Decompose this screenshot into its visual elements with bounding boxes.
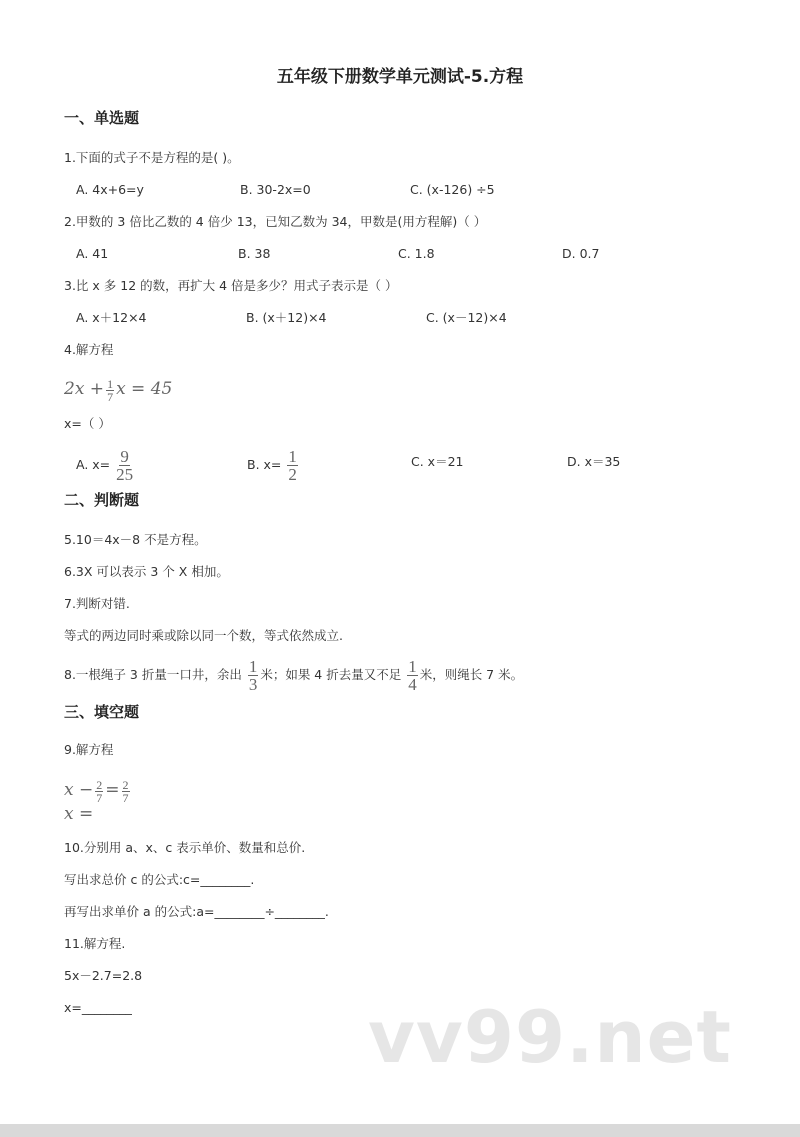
question-7-statement: 等式的两边同时乘或除以同一个数，等式依然成立.: [64, 628, 343, 643]
question-5: 5.10＝4x－8 不是方程。: [64, 532, 207, 547]
option: B. x= $\frac{1}{2}$: [247, 447, 297, 484]
equation: 2x + $\frac{1}{7}$ x = 45: [64, 377, 173, 404]
question-9: 9.解方程: [64, 742, 114, 757]
option: C. (x－12)×4: [426, 310, 507, 325]
question-4: 4.解方程: [64, 342, 114, 357]
option: A. 41: [76, 246, 109, 261]
option: C. (x-126) ÷5: [410, 182, 495, 197]
question-7: 7.判断对错.: [64, 596, 130, 611]
option: B. (x＋12)×4: [246, 310, 327, 325]
question-3: 3.比 x 多 12 的数，再扩大 4 倍是多少？用式子表示是（ ）: [64, 278, 398, 293]
option: B. 38: [238, 246, 271, 261]
question-2: 2.甲数的 3 倍比乙数的 4 倍少 13，已知乙数为 34，甲数是(用方程解)（ ）: [64, 214, 487, 229]
question-11: 11.解方程.: [64, 936, 126, 951]
question-10-line: 写出求总价 c 的公式:c=________.: [64, 872, 255, 887]
option: D. x＝35: [567, 454, 621, 469]
answer-blank: x=（ ）: [64, 416, 111, 431]
page-title: 五年级下册数学单元测试-5.方程: [276, 67, 524, 87]
option: A. x= $\frac{9}{25}$: [76, 447, 134, 484]
option: C. x＝21: [411, 454, 464, 469]
option: A. x＋12×4: [76, 310, 147, 325]
watermark: vv99.net: [368, 995, 732, 1079]
question-10-line: 再写出求单价 a 的公式:a=________÷________.: [64, 904, 329, 919]
option: B. 30-2x=0: [240, 182, 311, 197]
answer-blank: x =: [64, 804, 94, 824]
question-1: 1.下面的式子不是方程的是( )。: [64, 150, 240, 165]
question-10: 10.分别用 a、x、c 表示单价、数量和总价.: [64, 840, 306, 855]
question-8: 8.一根绳子 3 折量一口井，余出 $\frac{1}{3}$ 米；如果 4 折去量又不足 $\frac{1}{4}$ 米，则绳长 7 米。: [64, 657, 524, 694]
equation: 5x－2.7=2.8: [64, 968, 143, 983]
bottom-bar: [0, 1124, 800, 1137]
option: C. 1.8: [398, 246, 435, 261]
equation: x − $\frac{2}{7}$ = $\frac{2}{7}$: [64, 778, 129, 805]
answer-blank: x=________: [64, 1000, 132, 1015]
section-heading: 一、单选题: [64, 109, 140, 127]
question-6: 6.3X 可以表示 3 个 X 相加。: [64, 564, 229, 579]
section-heading: 二、判断题: [64, 491, 140, 509]
option: D. 0.7: [562, 246, 600, 261]
section-heading: 三、填空题: [64, 703, 140, 721]
option: A. 4x+6=y: [76, 182, 144, 197]
